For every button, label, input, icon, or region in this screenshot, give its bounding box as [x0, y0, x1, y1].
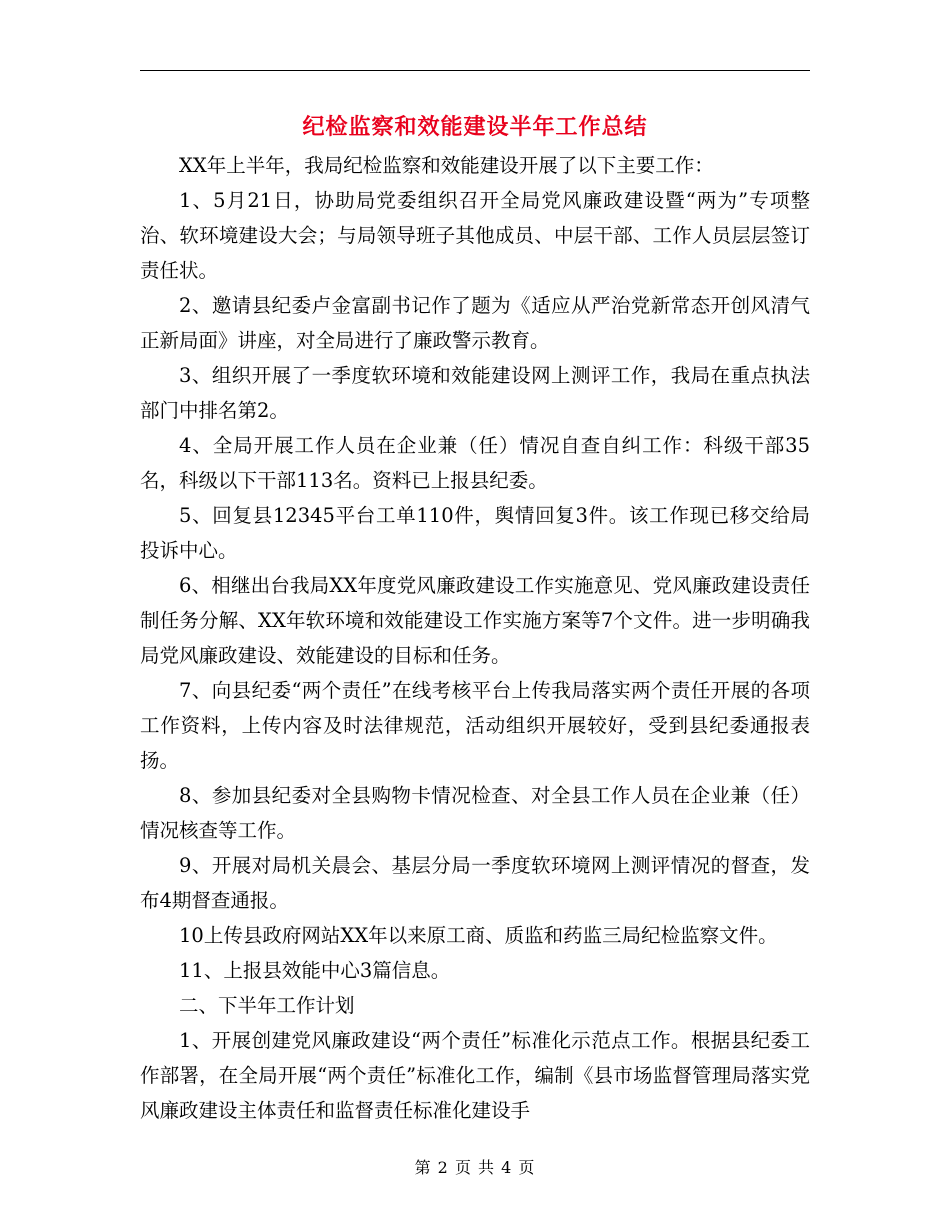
- paragraph-item-7: 7、向县纪委“两个责任”在线考核平台上传我局落实两个责任开展的各项工作资料，上传内容及时法律规范，活动组织开展较好，受到县纪委通报表扬。: [140, 679, 810, 772]
- paragraph-item-3: 3、组织开展了一季度软环境和效能建设网上测评工作，我局在重点执法部门中排名第2。: [140, 364, 810, 422]
- paragraph-item-10: 10上传县政府网站XX年以来原工商、质监和药监三局纪检监察文件。: [179, 924, 778, 947]
- paragraph-intro: XX年上半年，我局纪检监察和效能建设开展了以下主要工作：: [179, 154, 714, 177]
- paragraph-item-9: 9、开展对局机关晨会、基层分局一季度软环境网上测评情况的督查，发布4期督查通报。: [140, 854, 810, 912]
- paragraph-item-11: 11、上报县效能中心3篇信息。: [179, 959, 451, 982]
- paragraph-plan-1: 1、开展创建党风廉政建设“两个责任”标准化示范点工作。根据县纪委工作部署，在全局开展“两个责任”标准化工作，编制《县市场监督管理局落实党风廉政建设主体责任和监督责任标准化建设手: [140, 1029, 810, 1122]
- page-footer: 第 2 页 共 4 页: [414, 1158, 536, 1177]
- paragraph-item-6: 6、相继出台我局XX年度党风廉政建设工作实施意见、党风廉政建设责任制任务分解、XX年软环境和效能建设工作实施方案等7个文件。进一步明确我局党风廉政建设、效能建设的目标和任务。: [140, 574, 810, 667]
- header-rule: [140, 70, 810, 71]
- paragraph-item-8: 8、参加县纪委对全县购物卡情况检查、对全县工作人员在企业兼（任）情况核查等工作。: [140, 784, 810, 842]
- paragraph-item-2: 2、邀请县纪委卢金富副书记作了题为《适应从严治党新常态开创风清气正新局面》讲座，对全局进行了廉政警示教育。: [140, 294, 810, 352]
- document-title: 纪检监察和效能建设半年工作总结: [302, 115, 648, 140]
- paragraph-item-1: 1、5月21日，协助局党委组织召开全局党风廉政建设暨“两为”专项整治、软环境建设大会；与局领导班子其他成员、中层干部、工作人员层层签订责任状。: [140, 189, 810, 282]
- document-body: [140, 148, 810, 1128]
- paragraph-item-5: 5、回复县12345平台工单110件，舆情回复3件。该工作现已移交给局投诉中心。: [140, 504, 810, 562]
- section-heading-plan: 二、下半年工作计划: [179, 994, 355, 1017]
- paragraph-item-4: 4、全局开展工作人员在企业兼（任）情况自查自纠工作：科级干部35名，科级以下干部113名。资料已上报县纪委。: [140, 434, 810, 492]
